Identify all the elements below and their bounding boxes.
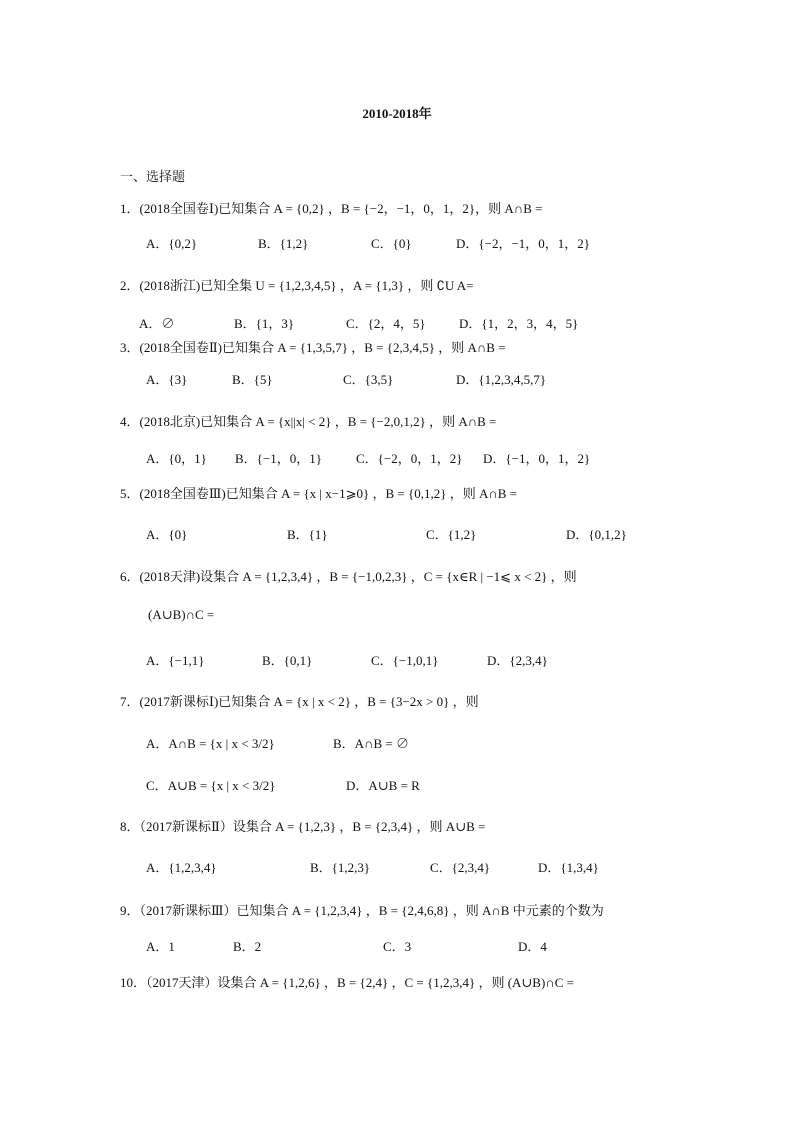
question-2-option-a: A．∅ — [139, 316, 175, 331]
question-6-option-a: A．{−1,1} — [146, 653, 205, 668]
question-8-option-a: A．{1,2,3,4} — [146, 860, 217, 875]
question-6-option-c: C．{−1,0,1} — [371, 653, 439, 668]
question-1-stem: 1．(2018全国卷Ⅰ)已知集合 A = {0,2} ，B = {−2，−1，0，1，2}，则 A∩B = — [120, 201, 543, 216]
question-5-option-d: D．{0,1,2} — [566, 527, 627, 542]
question-3-option-b: B．{5} — [232, 372, 273, 387]
question-9-stem: 9．（2017新课标Ⅲ）已知集合 A = {1,2,3,4} ，B = {2,4,6,8} ，则 A∩B 中元素的个数为 — [120, 903, 604, 918]
question-6-stem: 6．(2018天津)设集合 A = {1,2,3,4} ，B = {−1,0,2,3} ，C = {x∈R | −1⩽ x < 2} ，则 — [120, 569, 577, 584]
question-2-option-c: C．{2，4，5} — [346, 316, 426, 331]
question-3-option-c: C．{3,5} — [343, 372, 394, 387]
question-4-option-a: A．{0，1} — [146, 451, 207, 466]
question-5-stem: 5．(2018全国卷Ⅲ)已知集合 A = {x | x−1⩾0} ，B = {0,1,2} ，则 A∩B = — [120, 486, 518, 501]
question-2-option-d: D．{1，2，3，4，5} — [459, 316, 579, 331]
question-6-option-d: D．{2,3,4} — [487, 653, 548, 668]
question-5-option-c: C．{1,2} — [426, 527, 477, 542]
question-9-option-c: C．3 — [383, 939, 412, 954]
question-7-stem: 7．(2017新课标Ⅰ)已知集合 A = {x | x < 2} ，B = {3−2x > 0} ，则 — [120, 694, 479, 709]
question-8-option-c: C．{2,3,4} — [430, 860, 491, 875]
question-9-option-d: D．4 — [518, 939, 547, 954]
question-5-option-a: A．{0} — [146, 527, 188, 542]
question-9-option-b: B．2 — [233, 939, 262, 954]
question-7-option-d: D．A∪B = R — [346, 778, 420, 793]
question-8-option-b: B．{1,2,3} — [310, 860, 371, 875]
question-7-option-c: C．A∪B = {x | x < 3/2} — [146, 778, 276, 793]
question-2-option-b: B．{1，3} — [234, 316, 295, 331]
question-1-option-d: D．{−2，−1，0，1，2} — [456, 236, 591, 251]
question-3-stem: 3．(2018全国卷Ⅱ)已知集合 A = {1,3,5,7} ，B = {2,3,4,5} ，则 A∩B = — [120, 340, 506, 355]
question-8-option-d: D．{1,3,4} — [538, 860, 599, 875]
question-4-stem: 4．(2018北京)已知集合 A = {x||x| < 2} ，B = {−2,0,1,2} ，则 A∩B = — [120, 414, 497, 429]
question-8-stem: 8．（2017新课标Ⅱ）设集合 A = {1,2,3} ，B = {2,3,4} ，则 A∪B = — [120, 819, 486, 834]
question-1-option-a: A．{0,2} — [146, 236, 198, 251]
question-6-stem-continued: (A∪B)∩C = — [148, 607, 215, 622]
question-4-option-b: B．{−1，0，1} — [235, 451, 322, 466]
question-2-stem: 2．(2018浙江)已知全集 U = {1,2,3,4,5} ，A = {1,3} ，则 ∁U A= — [120, 278, 474, 293]
question-6-option-b: B．{0,1} — [262, 653, 313, 668]
question-5-option-b: B．{1} — [287, 527, 328, 542]
question-9-option-a: A．1 — [146, 939, 175, 954]
question-4-option-d: D．{−1，0，1，2} — [483, 451, 591, 466]
question-4-option-c: C．{−2，0，1，2} — [356, 451, 463, 466]
question-10-stem: 10．（2017天津）设集合 A = {1,2,6} ，B = {2,4} ，C = {1,2,3,4} ，则 (A∪B)∩C = — [120, 975, 574, 990]
question-7-option-a: A．A∩B = {x | x < 3/2} — [146, 736, 275, 751]
question-3-option-d: D．{1,2,3,4,5,7} — [456, 372, 547, 387]
page-title: 2010-2018年 — [362, 106, 432, 121]
question-1-option-b: B．{1,2} — [258, 236, 309, 251]
question-1-option-c: C．{0} — [371, 236, 412, 251]
section-heading: 一、选择题 — [120, 169, 186, 184]
question-7-option-b: B．A∩B = ∅ — [333, 736, 409, 751]
question-3-option-a: A．{3} — [146, 372, 188, 387]
